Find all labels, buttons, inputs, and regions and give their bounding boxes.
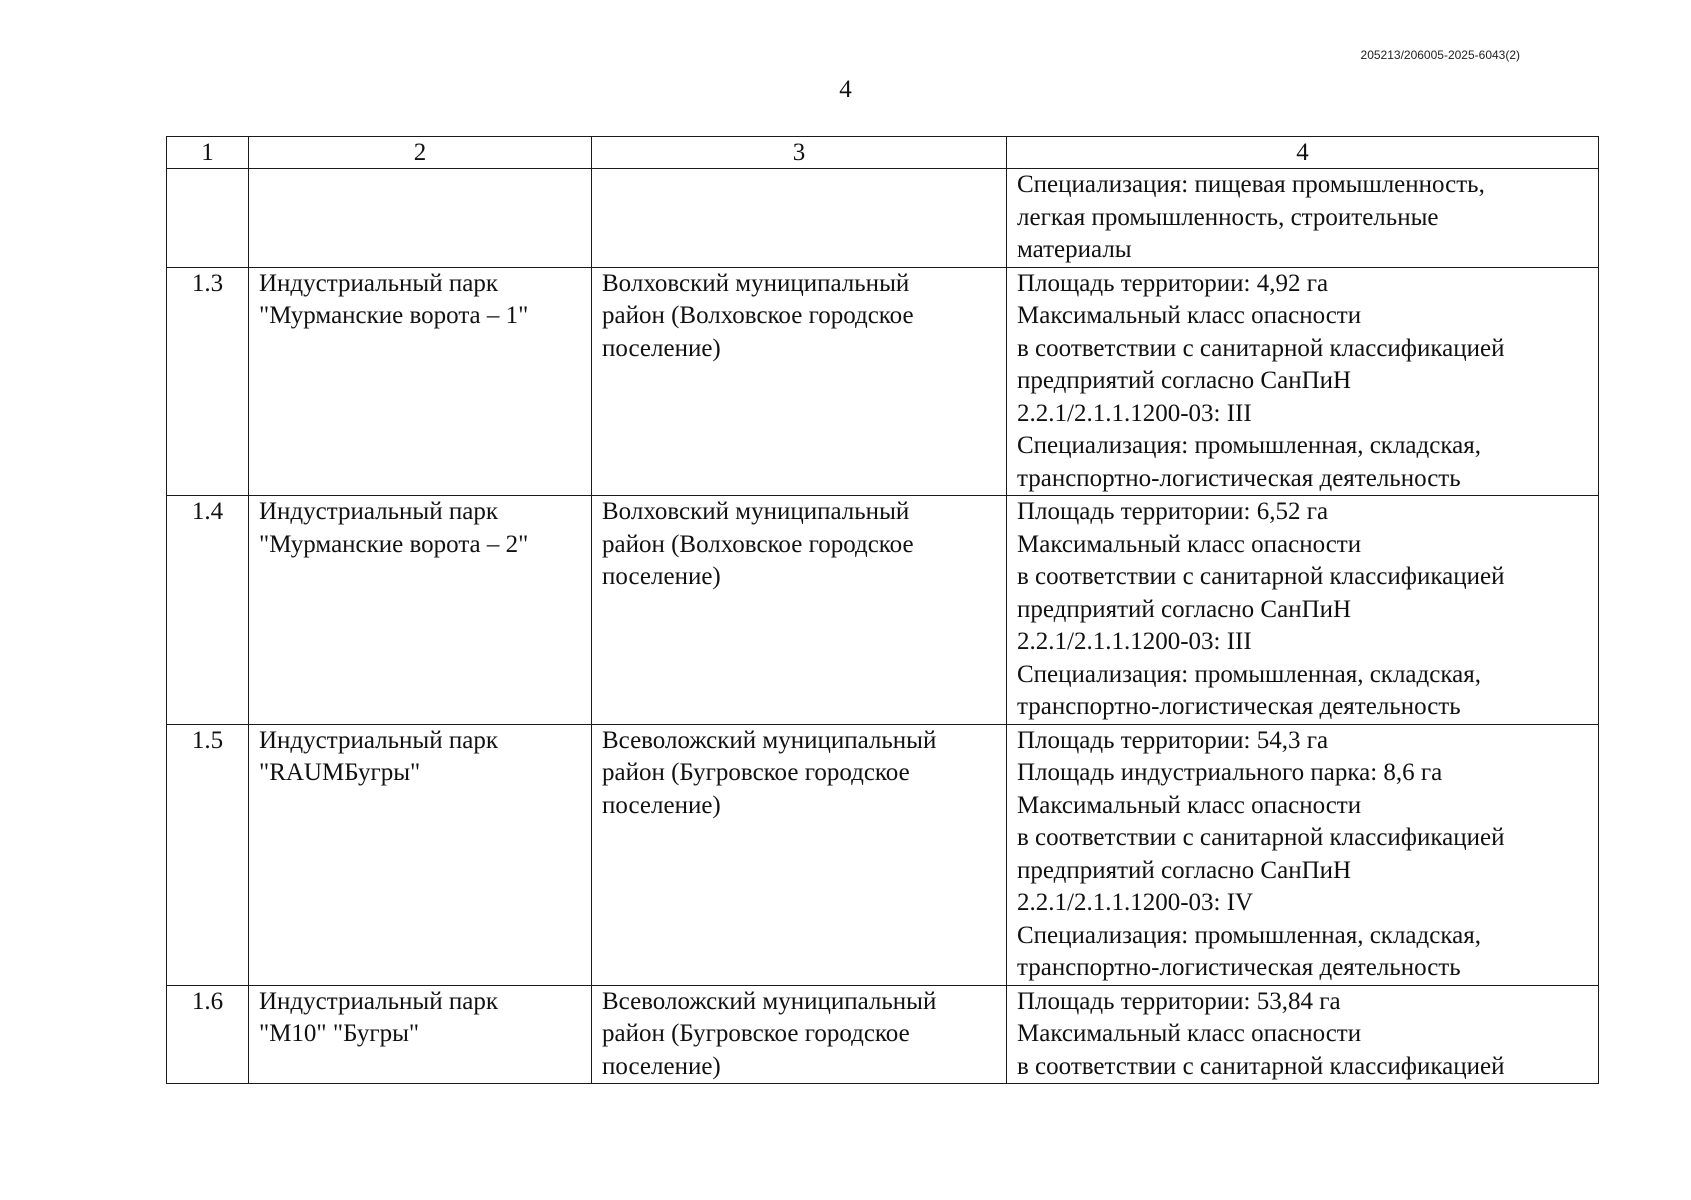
row-number <box>167 169 249 268</box>
park-name-line: "М10" "Бугры" <box>259 1020 420 1047</box>
location-line: район (Бугровское городское <box>602 759 910 786</box>
park-name-line: Индустриальный парк <box>259 269 498 297</box>
location-line: поселение) <box>602 334 721 362</box>
details-line: предприятий согласно СанПиН <box>1017 856 1352 884</box>
details-line: легкая промышленность, строительные <box>1017 203 1439 231</box>
park-name-line: Индустриальный парк <box>259 987 498 1015</box>
details-line: Максимальный класс опасности <box>1017 530 1362 558</box>
details-line: 2.2.1/2.1.1.1200-03: III <box>1017 399 1252 427</box>
row-number: 1.5 <box>167 724 249 985</box>
location-line: поселение) <box>602 1052 721 1080</box>
park-name-line: Индустриальный парк <box>259 498 498 525</box>
details-cell <box>1007 724 1599 985</box>
details-line: транспортно-логистическая деятельность <box>1017 954 1461 981</box>
industrial-parks-table <box>166 136 1599 1084</box>
details-cell <box>1007 169 1599 268</box>
details-line: Площадь территории: 4,92 га <box>1017 269 1329 297</box>
details-cell <box>1007 267 1599 496</box>
table-row <box>167 724 1599 985</box>
table-row <box>167 169 1599 268</box>
details-line: 2.2.1/2.1.1.1200-03: III <box>1017 628 1252 655</box>
park-name-line: "RAUMБугры" <box>259 759 421 786</box>
details-line: Площадь территории: 54,3 га <box>1017 726 1329 754</box>
table-row <box>167 496 1599 725</box>
details-line: предприятий согласно СанПиН <box>1017 367 1352 394</box>
column-header: 1 <box>167 137 249 169</box>
location-cell <box>592 985 1007 1084</box>
details-line: Максимальный класс опасности <box>1017 302 1362 329</box>
location-cell <box>592 724 1007 985</box>
park-name-cell <box>249 496 592 725</box>
location-cell <box>592 496 1007 725</box>
location-line: Волховский муниципальный <box>602 498 910 525</box>
details-line: транспортно-логистическая деятельность <box>1017 693 1461 720</box>
table-row <box>167 267 1599 496</box>
table-header-row <box>167 137 1599 169</box>
location-line: поселение) <box>602 563 721 590</box>
details-line: в соответствии с санитарной классификацией <box>1017 334 1505 362</box>
column-header: 3 <box>592 137 1007 169</box>
details-line: Площадь индустриального парка: 8,6 га <box>1017 759 1443 786</box>
park-name-cell <box>249 169 592 268</box>
details-line: материалы <box>1017 236 1132 263</box>
location-line: район (Бугровское городское <box>602 1020 910 1047</box>
location-line: Всеволожский муниципальный <box>602 987 937 1015</box>
row-number: 1.4 <box>167 496 249 725</box>
details-cell <box>1007 496 1599 725</box>
details-cell <box>1007 985 1599 1084</box>
details-line: Специализация: пищевая промышленность, <box>1017 171 1485 198</box>
table-row <box>167 985 1599 1084</box>
park-name-line: "Мурманские ворота – 2" <box>259 530 529 558</box>
document-id: 205213/206005-2025-6043(2) <box>1360 48 1520 62</box>
location-cell <box>592 169 1007 268</box>
details-line: Специализация: промышленная, складская, <box>1017 921 1481 949</box>
column-header: 4 <box>1007 137 1599 169</box>
details-line: Площадь территории: 6,52 га <box>1017 498 1329 525</box>
column-header: 2 <box>249 137 592 169</box>
details-line: Специализация: промышленная, складская, <box>1017 432 1481 459</box>
page-number: 4 <box>839 76 852 103</box>
details-line: Максимальный класс опасности <box>1017 791 1362 819</box>
details-line: транспортно-логистическая деятельность <box>1017 464 1461 492</box>
park-name-line: "Мурманские ворота – 1" <box>259 302 529 329</box>
details-line: предприятий согласно СанПиН <box>1017 595 1352 623</box>
park-name-cell <box>249 724 592 985</box>
location-line: Всеволожский муниципальный <box>602 726 937 754</box>
details-line: Максимальный класс опасности <box>1017 1020 1362 1047</box>
row-number: 1.3 <box>167 267 249 496</box>
details-line: Площадь территории: 53,84 га <box>1017 987 1341 1015</box>
details-line: в соответствии с санитарной классификацией <box>1017 563 1505 590</box>
location-line: район (Волховское городское <box>602 302 914 329</box>
row-number: 1.6 <box>167 985 249 1084</box>
location-cell <box>592 267 1007 496</box>
location-line: район (Волховское городское <box>602 530 914 558</box>
park-name-cell <box>249 267 592 496</box>
details-line: в соответствии с санитарной классификацией <box>1017 824 1505 851</box>
location-line: поселение) <box>602 791 721 819</box>
details-line: 2.2.1/2.1.1.1200-03: IV <box>1017 889 1254 916</box>
location-line: Волховский муниципальный <box>602 269 910 297</box>
park-name-line: Индустриальный парк <box>259 726 498 754</box>
details-line: в соответствии с санитарной классификацией <box>1017 1052 1505 1080</box>
details-line: Специализация: промышленная, складская, <box>1017 660 1481 688</box>
park-name-cell <box>249 985 592 1084</box>
